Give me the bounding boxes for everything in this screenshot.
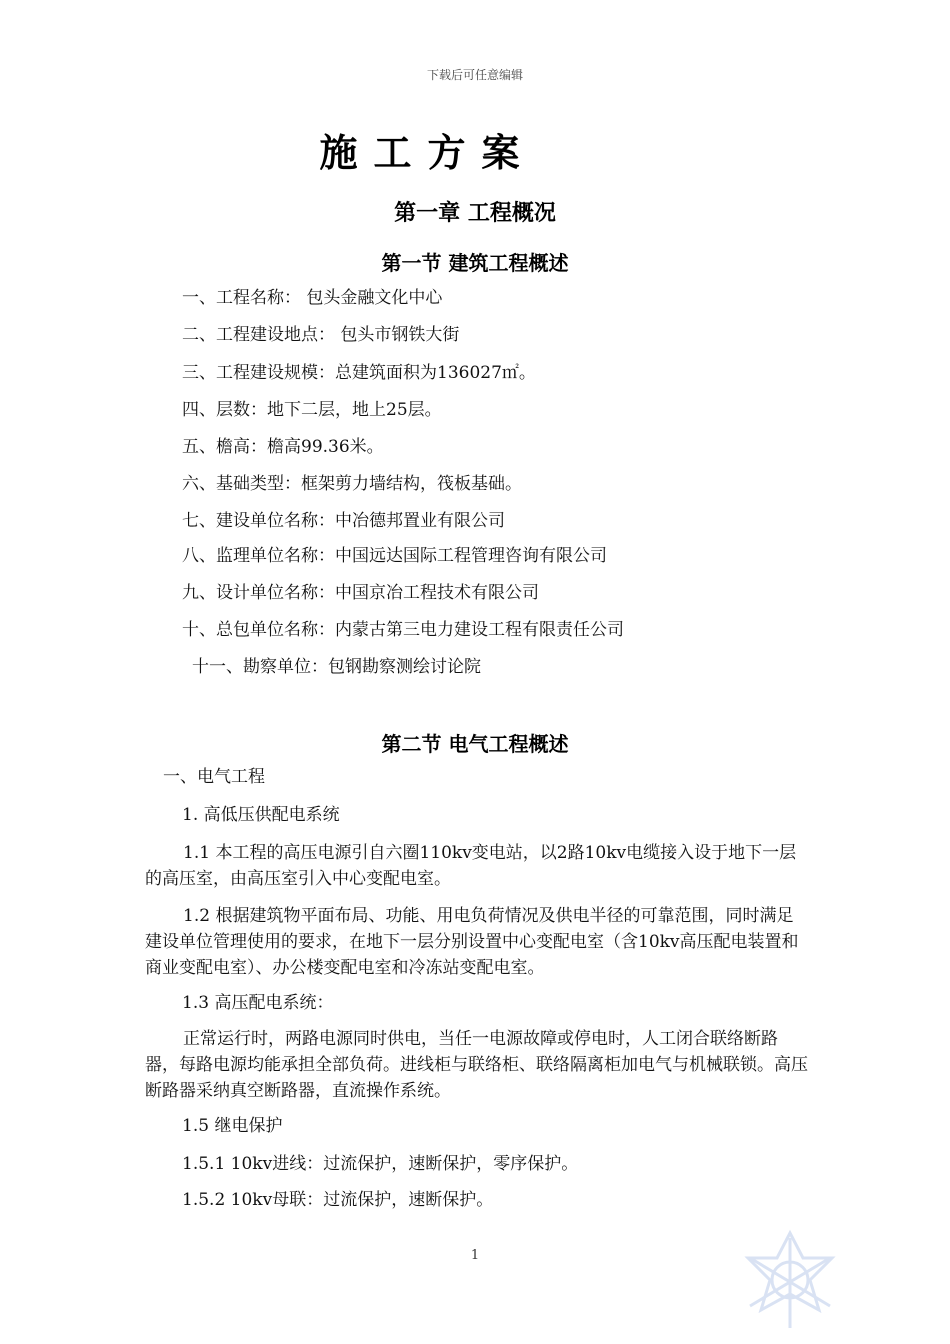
subheading: 1. 高低压供配电系统 [182,805,340,825]
paragraph: 1.5.2 10kv母联：过流保护，速断保护。 [182,1190,494,1210]
paragraph: 1.5 继电保护 [182,1116,283,1136]
list-item: 七、建设单位名称：中冶德邦置业有限公司 [182,511,505,531]
list-item: 四、层数：地下二层，地上25层。 [182,400,442,420]
paragraph: 1.2 根据建筑物平面布局、功能、用电负荷情况及供电半径的可靠范围，同时满足建设单位管理使用的要求，在地下一层分别设置中心变配电室（含10kv高压配电装置和商业变配电室）、办公楼变配电室和冷冻站变配电室。 [145,906,799,978]
list-item: 九、设计单位名称：中国京冶工程技术有限公司 [182,583,539,603]
list-item: 二、工程建设地点： 包头市钢铁大街 [182,325,460,345]
list-item: 六、基础类型：框架剪力墙结构，筏板基础。 [182,474,522,494]
list-item: 八、监理单位名称：中国远达国际工程管理咨询有限公司 [182,546,607,566]
subheading: 一、电气工程 [163,767,265,787]
section-heading-2: 第二节 电气工程概述 [381,732,569,756]
chapter-heading: 第一章 工程概况 [394,200,556,226]
paragraph: 1.5.1 10kv进线：过流保护，速断保护，零序保护。 [182,1154,579,1174]
list-item: 五、檐高：檐高99.36米。 [182,437,384,457]
paragraph: 1.1 本工程的高压电源引自六圈110kv变电站，以2路10kv电缆接入设于地下一层的高压室，由高压室引入中心变配电室。 [145,843,797,889]
list-item: 一、工程名称： 包头金融文化中心 [182,288,443,308]
list-item: 三、工程建设规模：总建筑面积为136027㎡。 [182,363,536,383]
section-heading-1: 第一节 建筑工程概述 [381,251,569,275]
list-item: 十、总包单位名称：内蒙古第三电力建设工程有限责任公司 [182,620,624,640]
paragraph: 正常运行时，两路电源同时供电，当任一电源故障或停电时，人工闭合联络断路器，每路电源均能承担全部负荷。进线柜与联络柜、联络隔离柜加电气与机械联锁。高压断路器采纳真空断路器，直流操作系统。 [145,1029,808,1101]
list-item: 十一、勘察单位：包钢勘察测绘讨论院 [192,657,481,677]
snowflake-watermark-icon [735,1228,845,1338]
page-number: 1 [470,1248,480,1263]
document-title: 施工方案 [319,130,536,175]
paragraph: 1.3 高压配电系统： [182,993,334,1013]
header-note: 下载后可任意编辑 [426,68,523,82]
